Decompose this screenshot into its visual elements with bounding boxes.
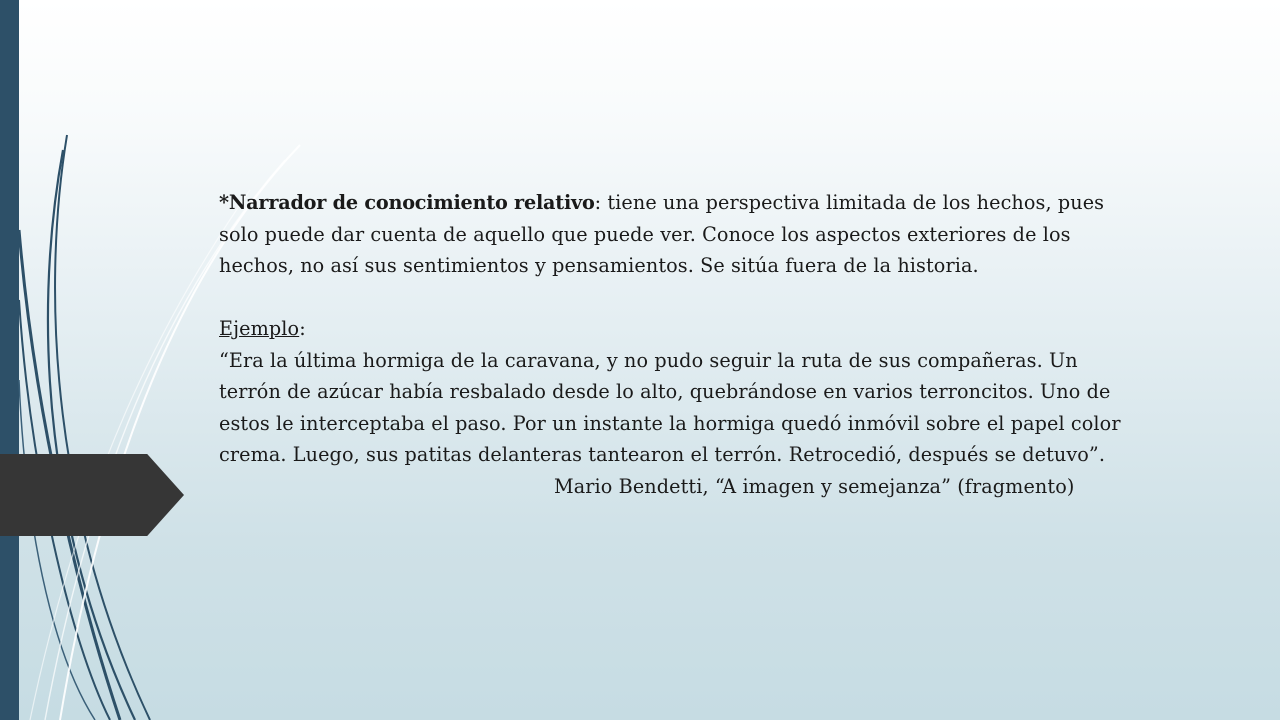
definition-line-3: hechos, no así sus sentimientos y pensamientos. Se sitúa fuera de la historia. <box>219 254 979 277</box>
example-attribution: Mario Bendetti, “A imagen y semejanza” (fragmento) <box>554 474 1075 498</box>
definition-term: *Narrador de conocimiento relativo <box>219 191 595 214</box>
slide-content <box>219 187 1219 502</box>
example-label: Ejemplo <box>219 317 300 340</box>
definition-line-2: solo puede dar cuenta de aquello que puede ver. Conoce los aspectos exteriores de los <box>219 222 1071 246</box>
definition-separator: : <box>594 191 602 214</box>
definition-line-1 <box>219 187 1219 219</box>
example-line-4: crema. Luego, sus patitas delanteras tantearon el terrón. Retrocedió, después se detuvo”. <box>219 443 1106 466</box>
example-label-suffix: : <box>299 317 306 340</box>
example-line-3: estos le interceptaba el paso. Por un instante la hormiga quedó inmóvil sobre el papel color <box>219 411 1121 435</box>
example-heading <box>219 313 1219 345</box>
example-line-1: “Era la última hormiga de la caravana, y no pudo seguir la ruta de sus compañeras. Un <box>219 348 1078 372</box>
arrow-tab-decoration <box>0 454 184 536</box>
example-line-2: terrón de azúcar había resbalado desde lo alto, quebrándose en varios terroncitos. Uno de <box>219 380 1111 403</box>
blank-line <box>219 282 1219 314</box>
definition-text-1: tiene una perspectiva limitada de los hechos, pues <box>601 191 1105 214</box>
